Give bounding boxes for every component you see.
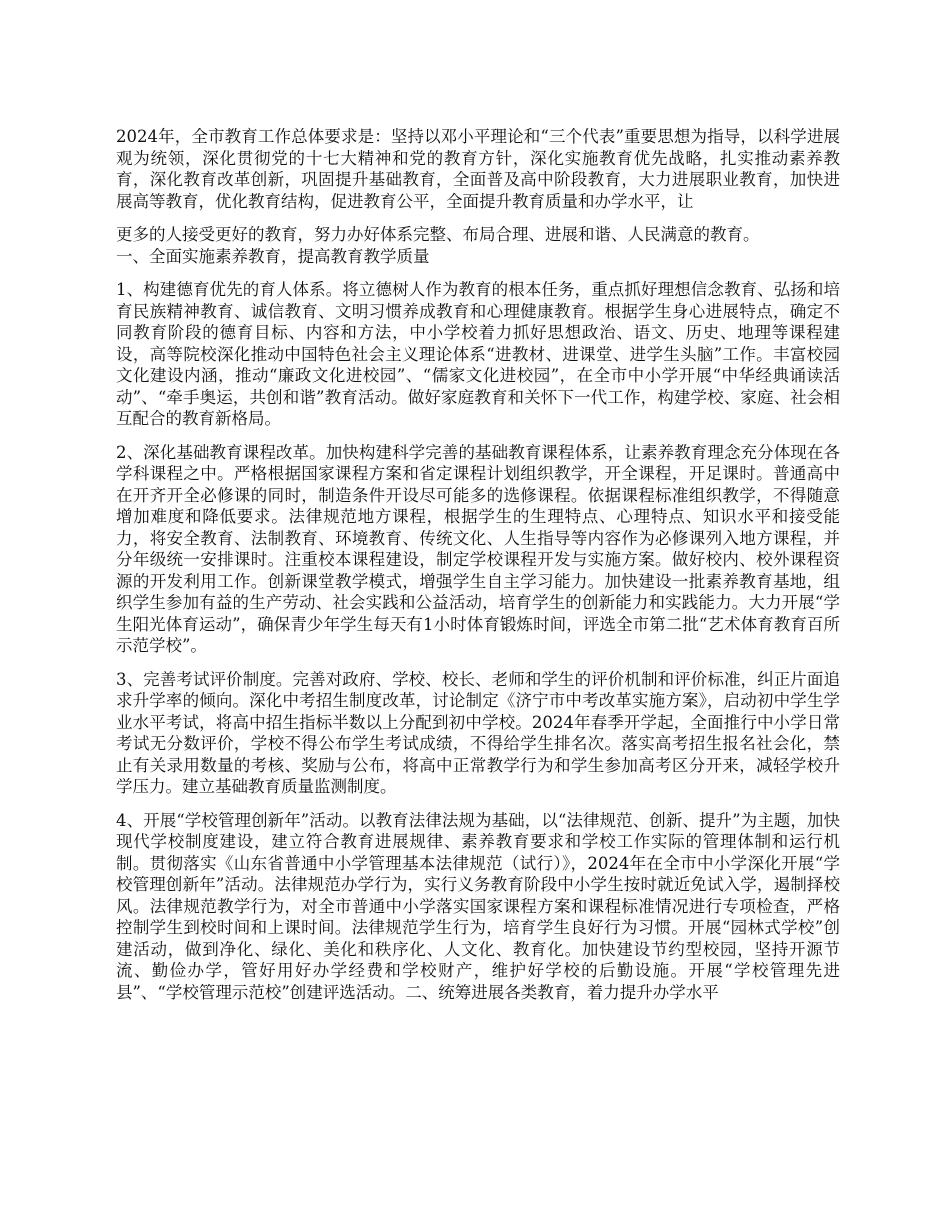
intro-continuation-paragraph: 更多的人接受更好的教育，努力办好体系完整、布局合理、进展和谐、人民满意的教育。 — [116, 225, 760, 244]
item-3-paragraph: 3、完善考试评价制度。完善对政府、学校、校长、老师和学生的评价机制和评价标准，纠正片面追求升学率的倾向。深化中考招生制度改革，讨论制定《济宁市中考改革实施方案》，启动初中学生学业水平考试，将高中招生指标半数以上分配到初中学校。2024年春季开学起，全面推行中小学日常考试无分数评价，学校不得公布学生考试成绩，不得给学生排名次。落实高考招生报名社会化，禁止有关录用数量的考核、奖励与公布，将高中正常教学行为和学生参加高考区分开来，减轻学校升学压力。建立基础教育质量监测制度。 — [116, 669, 840, 796]
item-2-paragraph: 2、深化基础教育课程改革。加快构建科学完善的基础教育课程体系，让素养教育理念充分体现在各学科课程之中。严格根据国家课程方案和省定课程计划组织教学，开全课程，开足课时。普通高中在开齐开全必修课的同时，制造条件开设尽可能多的选修课程。依据课程标准组织教学，不得随意增加难度和降低要求。法律规范地方课程，根据学生的生理特点、心理特点、知识水平和接受能力，将安全教育、法制教育、环境教育、传统文化、人生指导等内容作为必修课列入地方课程，并分年级统一安排课时。注重校本课程建设，制定学校课程开发与实施方案。做好校内、校外课程资源的开发利用工作。创新课堂教学模式，增强学生自主学习能力。加快建设一批素养教育基地，组织学生参加有益的生产劳动、社会实践和公益活动，培育学生的创新能力和实践能力。大力开展“学生阳光体育运动”，确保青少年学生每天有1小时体育锻炼时间，评选全市第二批“艺术体育教育百所示范学校”。 — [116, 442, 840, 655]
intro-paragraph: 2024年，全市教育工作总体要求是：坚持以邓小平理论和“三个代表”重要思想为指导，以科学进展观为统领，深化贯彻党的十七大精神和党的教育方针，深化实施教育优先战略，扎实推动素养教育，深化教育改革创新，巩固提升基础教育，全面普及高中阶段教育，大力进展职业教育，加快进展高等教育，优化教育结构，促进教育公平，全面提升教育质量和办学水平，让 — [116, 127, 840, 211]
item-4-paragraph: 4、开展“学校管理创新年”活动。以教育法律法规为基础，以“法律规范、创新、提升”为主题，加快现代学校制度建设，建立符合教育进展规律、素养教育要求和学校工作实际的管理体制和运行机制。贯彻落实《山东省普通中小学管理基本法律规范（试行）》，2024年在全市中小学深化开展“学校管理创新年”活动。法律规范办学行为，实行义务教育阶段中小学生按时就近免试入学，遏制择校风。法律规范教学行为，对全市普通中小学落实国家课程方案和课程标准情况进行专项检查，严格控制学生到校时间和上课时间。法律规范学生行为，培育学生良好行为习惯。开展“园林式学校”创建活动，做到净化、绿化、美化和秩序化、人文化、教育化。加快建设节约型校园，坚持开源节流、勤俭办学，管好用好办学经费和学校财产，维护好学校的后勤设施。开展“学校管理先进县”、“学校管理示范校”创建评选活动。二、统筹进展各类教育，着力提升办学水平 — [116, 810, 840, 1002]
item-1-paragraph: 1、构建德育优先的育人体系。将立德树人作为教育的根本任务，重点抓好理想信念教育、弘扬和培育民族精神教育、诚信教育、文明习惯养成教育和心理健康教育。根据学生身心进展特点，确定不同教育阶段的德育目标、内容和方法，中小学校着力抓好思想政治、语文、历史、地理等课程建设，高等院校深化推动中国特色社会主义理论体系“进教材、进课堂、进学生头脑”工作。丰富校园文化建设内涵，推动“廉政文化进校园”、“儒家文化进校园”，在全市中小学开展“中华经典诵读活动”、“牵手奥运，共创和谐”教育活动。做好家庭教育和关怀下一代工作，构建学校、家庭、社会相互配合的教育新格局。 — [116, 280, 840, 428]
section-heading-1: 一、全面实施素养教育，提高教育教学质量 — [116, 246, 430, 266]
document-page — [116, 126, 840, 1015]
